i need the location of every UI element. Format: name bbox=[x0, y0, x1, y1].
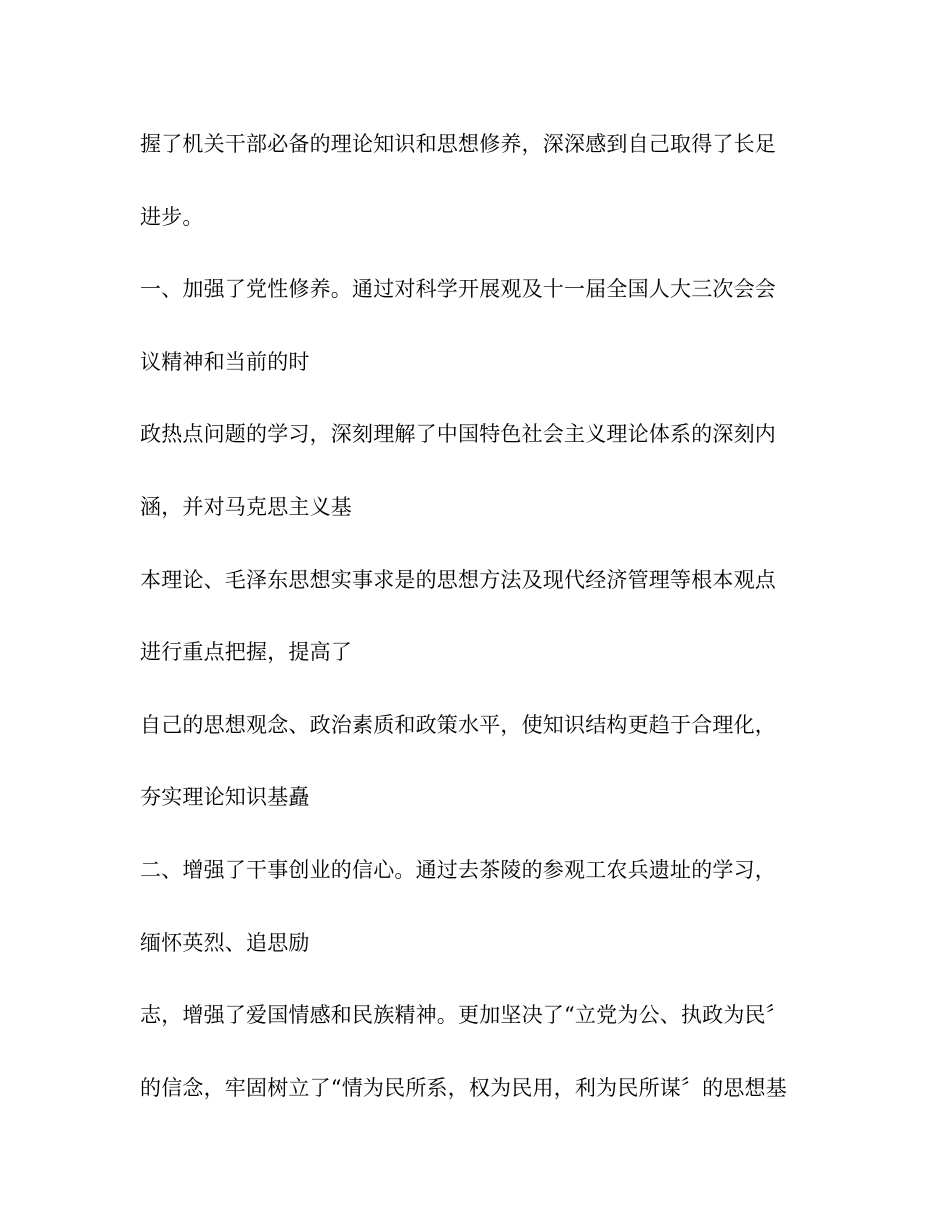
text-line: 夯实理论知识基矗 bbox=[140, 785, 310, 810]
text-line: 进步。 bbox=[140, 204, 204, 229]
text-line: 缅怀英烈、追思励 bbox=[140, 930, 310, 955]
section-heading-line: 一、加强了党性修养。通过对科学开展观及十一届全国人大三次会会 bbox=[140, 277, 776, 302]
text-line: 志，增强了爱国情感和民族精神。更加坚决了“立党为公、执政为民〞 bbox=[140, 1003, 787, 1028]
text-line: 自己的思想观念、政治素质和政策水平，使知识结构更趋于合理化， bbox=[140, 712, 776, 737]
text-line: 握了机关干部必备的理论知识和思想修养，深深感到自己取得了长足 bbox=[140, 132, 776, 156]
text-line: 政热点问题的学习，深刻理解了中国特色社会主义理论体系的深刻内 bbox=[140, 422, 776, 447]
text-line: 议精神和当前的时 bbox=[140, 349, 310, 374]
text-line: 进行重点把握，提高了 bbox=[140, 640, 352, 665]
document-body bbox=[140, 126, 820, 1142]
text-line: 本理论、毛泽东思想实事求是的思想方法及现代经济管理等根本观点 bbox=[140, 567, 776, 592]
section-heading-line: 二、增强了干事创业的信心。通过去茶陵的参观工农兵遗址的学习， bbox=[140, 857, 776, 882]
text-line: 的信念，牢固树立了“情为民所系，权为民用，利为民所谋〞的思想基 bbox=[140, 1075, 787, 1100]
text-line: 涵，并对马克思主义基 bbox=[140, 494, 352, 519]
